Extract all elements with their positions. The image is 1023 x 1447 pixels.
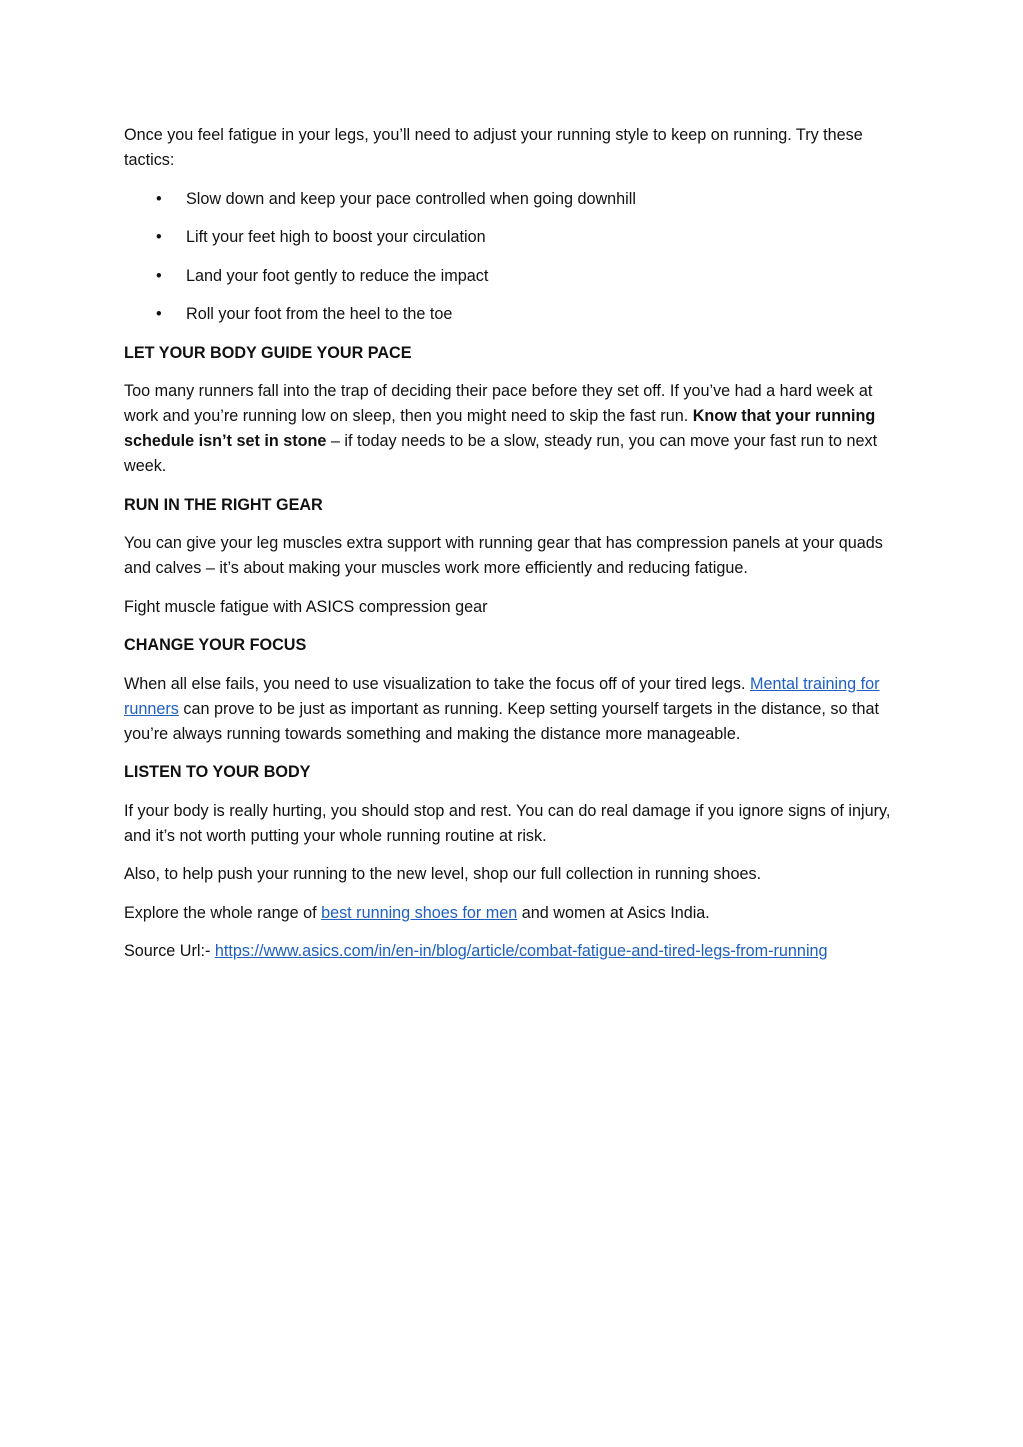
gear-cta: Fight muscle fatigue with ASICS compression gear [124,597,488,616]
list-item: • Lift your feet high to boost your circulation [124,225,904,250]
running-shoes-link[interactable]: best running shoes for men [321,903,518,922]
mental-training-link[interactable]: Mental training for runners [124,674,880,718]
heading-listen: LISTEN TO YOUR BODY [124,763,311,781]
heading-gear: RUN IN THE RIGHT GEAR [124,495,323,514]
gear-paragraph: You can give your leg muscles extra support with running gear that has compression panels at your quads and calves – it’s about making your muscles work more efficiently and reducing fatigue. [124,534,883,577]
source-label: Source Url:- [124,942,215,960]
bullet-icon: • [156,266,162,285]
heading-pace: LET YOUR BODY GUIDE YOUR PACE [124,343,412,362]
source-paragraph [124,939,904,964]
pace-emphasis: Know that your running schedule isn’t set in stone [124,407,876,450]
listen-paragraph: If your body is really hurting, you should stop and rest. You can do real damage if you ignore signs of injury, and it’s not worth putting your whole running routine at risk. [124,801,891,845]
bullet-icon: • [156,189,162,208]
heading-focus: CHANGE YOUR FOCUS [124,636,307,654]
list-item: • Slow down and keep your pace controlled when going downhill [124,187,904,212]
bullet-icon: • [156,228,162,246]
source-url-link[interactable]: https://www.asics.com/in/en-in/blog/article/combat-fatigue-and-tired-legs-from-running [214,942,828,960]
intro-paragraph: Once you feel fatigue in your legs, you’ll need to adjust your running style to keep on running. Try these tactics: [124,126,863,169]
pace-paragraph: Too many runners fall into the trap of deciding their pace before they set off. If you’ve had a hard week at work and you’re running low on sleep, then you might need to skip the fast run. Know that your running schedule isn’t set in stone – if today needs to be a slow, steady run, you can move your fast run to next week. [124,382,878,475]
list-item: • Land your foot gently to reduce the impact [124,264,904,289]
explore-paragraph: Explore the whole range of best running shoes for men and women at Asics India. [124,903,710,922]
bullet-icon: • [156,305,162,323]
document-page [124,123,904,978]
tactics-list [124,187,904,328]
shop-paragraph: Also, to help push your running to the new level, shop our full collection in running shoes. [124,865,762,883]
focus-paragraph: When all else fails, you need to use visualization to take the focus off of your tired legs. Mental training for runners can prove to be just as important as running. Keep setting yourself targets in the distance, so that you’re always running towards something and making the distance more manageable. [124,674,880,743]
list-item: • Roll your foot from the heel to the toe [124,302,904,327]
